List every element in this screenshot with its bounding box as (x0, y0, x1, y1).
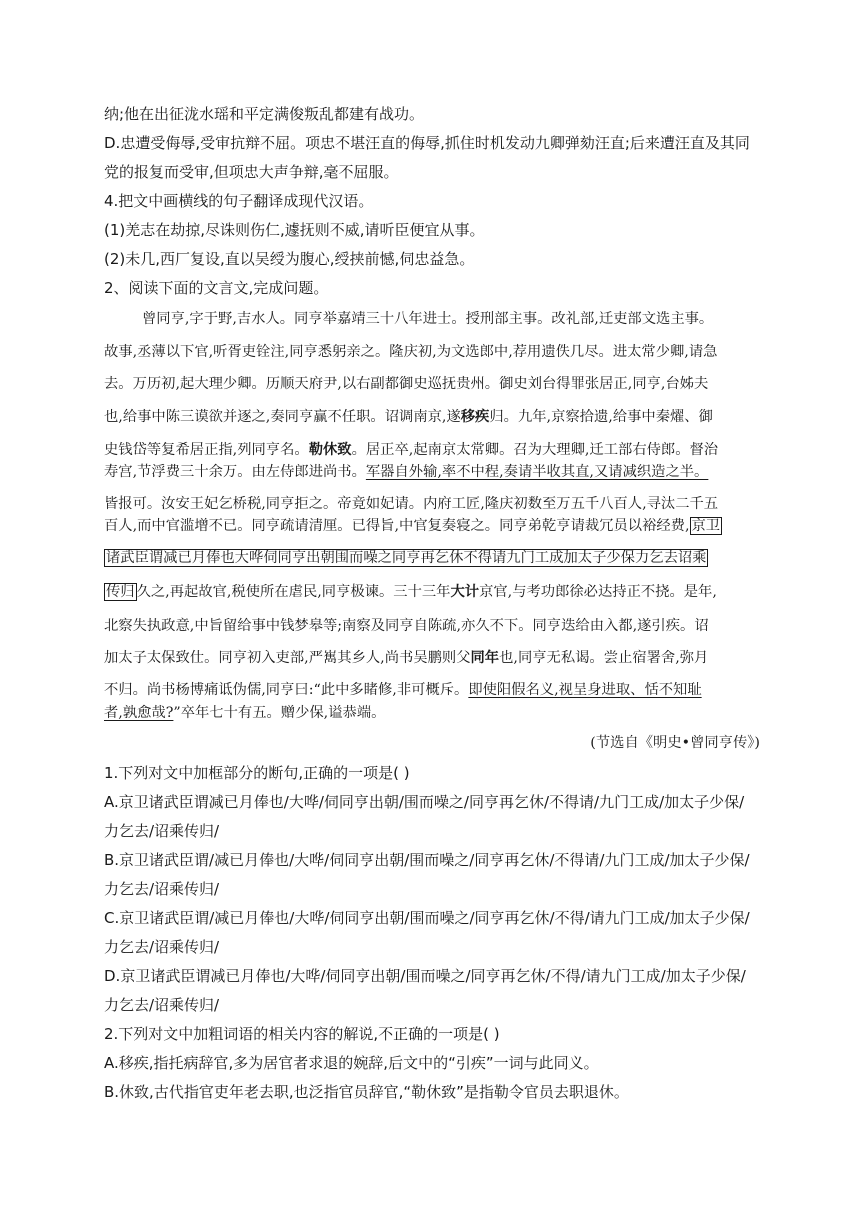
passage-text: 也,同亨无私谒。尝止宿署舍,弥月 (499, 650, 709, 666)
bold-term: 移疾 (460, 409, 490, 425)
passage-line (104, 462, 764, 482)
q2-option-a: A.移疾,指托病辞官,多为居官者求退的婉辞,后文中的“引疾”一词与此同义。 (104, 1054, 599, 1072)
passage-text: 久之,再起故官,税使所在虐民,同亨极谏。三十三年 (136, 584, 451, 600)
passage-line (104, 548, 764, 568)
passage-text: ”卒年七十有五。赠少保,谥恭端。 (173, 705, 386, 721)
section-2-heading: 2、阅读下面的文言文,完成问题。 (104, 279, 329, 297)
question-4-stem: 4.把文中画横线的句子翻译成现代汉语。 (104, 192, 374, 210)
passage-text: 归。九年,京察拾遗,给事中秦燿、御 (489, 409, 713, 425)
option-d-line: 党的报复而受审,但项忠大声争辩,毫不屈服。 (104, 163, 399, 181)
option-d: D.京卫诸武臣谓减已月俸也/大哗/伺同亨出朝/围而噪之/同亨再乞休/不得/请九门工成/加太子少保/ (104, 967, 746, 985)
question-4-item-2: (2)未几,西厂复设,直以吴绶为腹心,绶挟前憾,伺忠益急。 (104, 250, 475, 268)
option-a: A.京卫诸武臣谓减已月俸也/大哗/伺同亨出朝/围而噪之/同亨再乞休/不得请/九门工成/加太子少保/ (104, 793, 745, 811)
passage-text: 百人,而中官滥增不已。同亨疏请清厘。已得旨,中官复奏寝之。同亨弟乾亨请裁冗员以裕经费, (104, 518, 690, 534)
option-b-cont: 力乞去/诏乘传归/ (104, 880, 220, 898)
passage-line (104, 407, 764, 427)
underlined-sentence: 者,孰愈哉? (104, 705, 174, 721)
passage-text: 也,给事中陈三谟欲并逐之,奏同亨赢不任职。诏调南京,遂 (104, 409, 461, 425)
boxed-passage: 诸武臣谓减已月俸也大哗伺同亨出朝围而噪之同亨再乞休不得请九门工成加太子少保力乞去诏乘 (106, 550, 707, 566)
bold-term: 勒休致 (308, 442, 352, 458)
option-a-cont: 力乞去/诏乘传归/ (104, 822, 220, 840)
option-c: C.京卫诸武臣谓/减已月俸也/大哗/伺同亨出朝/围而噪之/同亨再乞休/不得/请九门工成/加太子少保/ (104, 909, 750, 927)
passage-text: 史钱岱等复希居正指,列同亨名。 (104, 442, 309, 458)
question-1-stem: 1.下列对文中加框部分的断句,正确的一项是( ) (104, 764, 410, 782)
bold-term: 大计 (450, 584, 480, 600)
intro-line: 纳;他在出征泷水瑶和平定满俊叛乱都建有战功。 (104, 105, 425, 123)
passage-line (104, 703, 764, 723)
passage-line (104, 680, 764, 700)
boxed-passage: 京卫 (691, 518, 721, 534)
passage-line: 去。万历初,起大理少卿。历顺天府尹,以右副都御史巡抚贵州。御史刘台得罪张居正,同亨,台姊夫 (104, 376, 709, 392)
bold-term: 同年 (470, 650, 500, 666)
passage-text: 京官,与考功郎徐必达持正不挠。是年, (479, 584, 717, 600)
passage-line (104, 516, 764, 536)
option-c-cont: 力乞去/诏乘传归/ (104, 938, 220, 956)
passage-line: 故事,丞薄以下官,听胥吏铨注,同亨悉躬亲之。隆庆初,为文选郎中,荐用遗佚几尽。进太常少卿,请急 (104, 344, 718, 360)
boxed-passage: 传归 (106, 584, 135, 600)
question-2-stem: 2.下列对文中加粗词语的相关内容的解说,不正确的一项是( ) (104, 1025, 500, 1043)
option-d-line: D.忠遭受侮辱,受审抗辩不屈。项忠不堪汪直的侮辱,抓住时机发动九卿弹劾汪直;后来遭汪直及其同 (104, 134, 750, 152)
passage-text: 。居正卒,起南京太常卿。召为大理卿,迁工部右侍郎。督治 (351, 442, 719, 458)
passage-line: 北察失执政意,中旨留给事中钱梦皋等;南察及同亨自陈疏,亦久不下。同亨迭给由入都,遂引疾。诏 (104, 618, 709, 634)
passage-line (104, 440, 764, 460)
question-4-item-1: (1)羌志在劫掠,尽诛则伤仁,遽抚则不威,请听臣便宜从事。 (104, 221, 485, 239)
underlined-sentence: 军器自外输,率不中程,奏请半收其直,又请减织造之半。 (365, 464, 709, 480)
passage-text: 不归。尚书杨博痛诋伪儒,同亨曰:“此中多睹修,非可概斥。 (104, 682, 469, 698)
passage-line: 皆报可。汝安王妃乞桥税,同亨拒之。帝竟如妃请。内府工匠,隆庆初数至万五千八百人,寻汰二千五 (104, 496, 719, 512)
underlined-sentence: 即使阳假名义,视呈身进取、恬不知耻 (468, 682, 702, 698)
passage-text: 寿宫,节浮费三十余万。由左侍郎进尚书。 (104, 464, 366, 480)
passage-text: 加太子太保致仕。同亨初入吏部,严嶲其乡人,尚书吴鹏则父 (104, 650, 471, 666)
passage-line (104, 648, 764, 668)
passage-line (104, 582, 764, 602)
passage-line: 曾同亨,字于野,吉水人。同亨举嘉靖三十八年进士。授刑部主事。改礼部,迁吏部文选主事。 (142, 311, 714, 327)
passage-source: (节选自《明史•曾同亨传》) (590, 735, 760, 751)
option-b: B.京卫诸武臣谓/减已月俸也/大哗/伺同亨出朝/围而噪之/同亨再乞休/不得请/九门工成/加太子少保/ (104, 851, 750, 869)
option-d-cont: 力乞去/诏乘传归/ (104, 996, 220, 1014)
q2-option-b: B.休致,古代指官吏年老去职,也泛指官员辞官,“勒休致”是指勒令官员去职退休。 (104, 1083, 629, 1101)
